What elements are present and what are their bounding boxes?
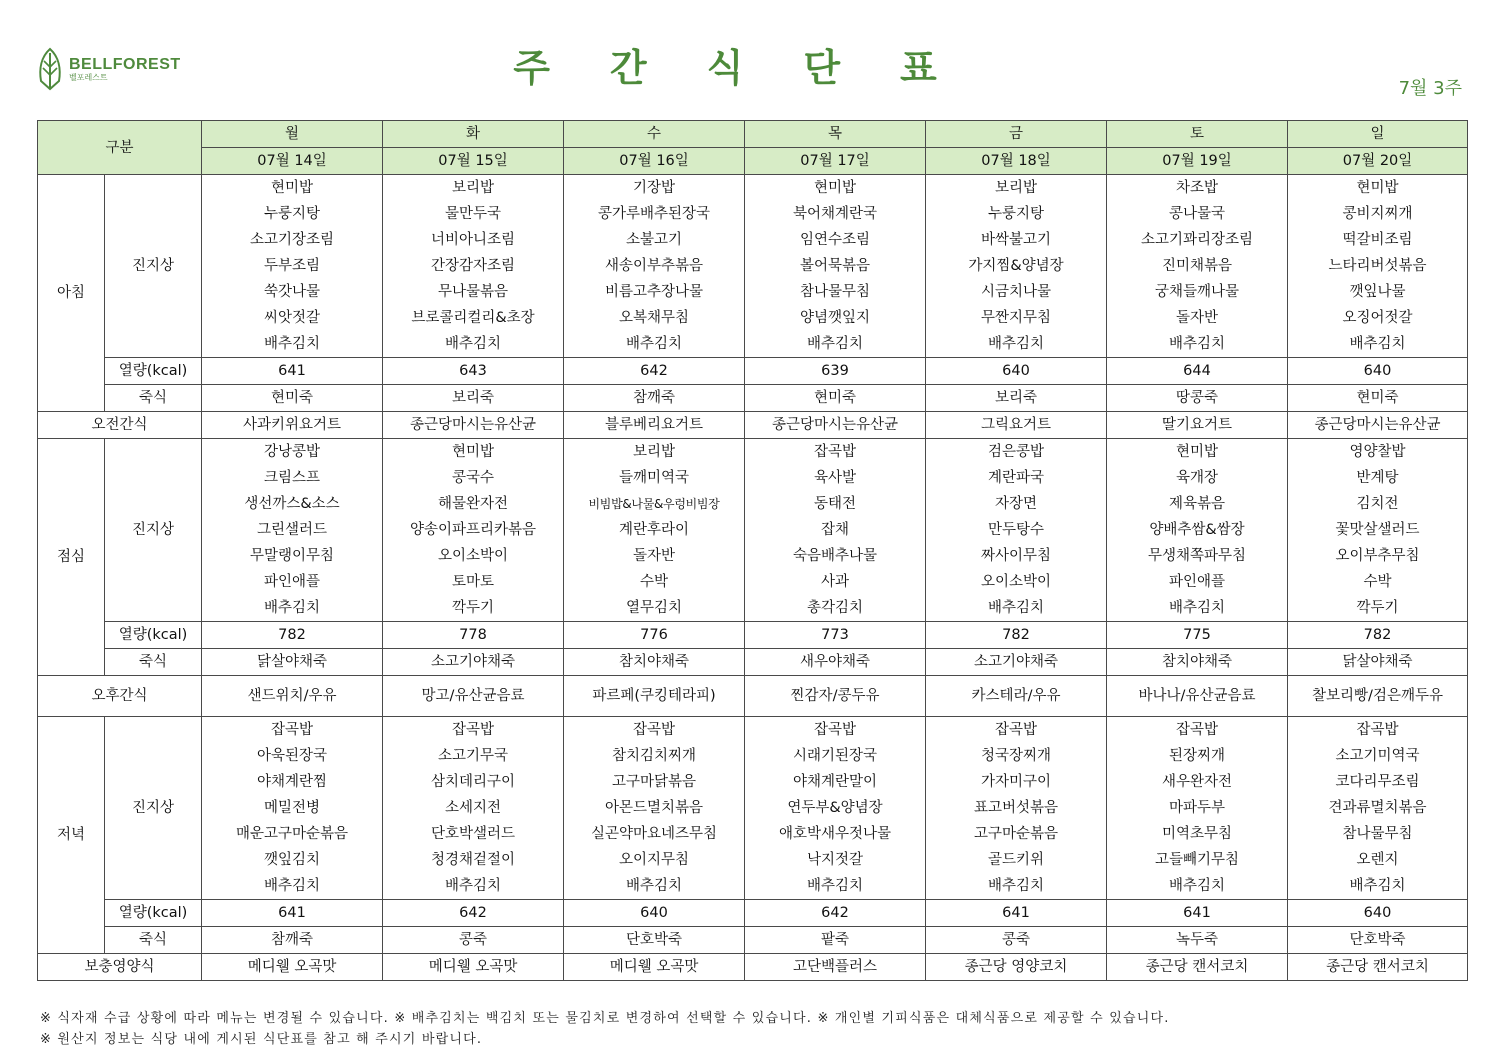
menu-item: 된장찌개	[1107, 743, 1288, 769]
supplement-label: 보충영양식	[38, 954, 202, 981]
porridge-item: 보리죽	[383, 385, 564, 412]
menu-item: 무나물볶음	[383, 279, 564, 305]
menu-item: 들깨미역국	[564, 465, 745, 491]
table-row	[38, 439, 1468, 466]
menu-item: 소고기꽈리장조림	[1107, 227, 1288, 253]
snack-item: 종근당 영양코치	[926, 954, 1107, 981]
menu-item: 소고기미역국	[1288, 743, 1468, 769]
porridge-item: 땅콩죽	[1107, 385, 1288, 412]
table-row	[38, 465, 1468, 491]
menu-item: 배추김치	[564, 873, 745, 900]
category-header: 구분	[38, 121, 202, 175]
menu-item: 깻잎김치	[202, 847, 383, 873]
date-header: 07월 14일	[202, 148, 383, 175]
menu-item: 숙음배추나물	[745, 543, 926, 569]
kcal-value: 640	[926, 358, 1107, 385]
menu-item: 배추김치	[1107, 873, 1288, 900]
porridge-item: 새우야채죽	[745, 649, 926, 676]
snack-item: 찐감자/콩두유	[745, 676, 926, 717]
table-row	[38, 743, 1468, 769]
date-header: 07월 19일	[1107, 148, 1288, 175]
menu-item: 현미밥	[1107, 439, 1288, 466]
menu-item: 수박	[1288, 569, 1468, 595]
menu-item: 육개장	[1107, 465, 1288, 491]
menu-item: 참나물무침	[745, 279, 926, 305]
snack-item: 딸기요거트	[1107, 412, 1288, 439]
menu-item: 참치김치찌개	[564, 743, 745, 769]
menu-item: 콩국수	[383, 465, 564, 491]
porridge-item: 단호박죽	[1288, 927, 1468, 954]
menu-item: 볼어묵볶음	[745, 253, 926, 279]
afternoon_snack-label: 오후간식	[38, 676, 202, 717]
menu-item: 양념깻잎지	[745, 305, 926, 331]
menu-item: 무말랭이무침	[202, 543, 383, 569]
menu-item: 가자미구이	[926, 769, 1107, 795]
menu-item: 소세지전	[383, 795, 564, 821]
menu-item: 생선까스&소스	[202, 491, 383, 517]
snack-item: 고단백플러스	[745, 954, 926, 981]
notes	[40, 1008, 1170, 1050]
menu-item: 잡곡밥	[926, 717, 1107, 744]
kcal-value: 641	[1107, 900, 1288, 927]
menu-item: 오징어젓갈	[1288, 305, 1468, 331]
table-row	[38, 847, 1468, 873]
kcal-label: 열량(kcal)	[105, 358, 202, 385]
menu-item: 제육볶음	[1107, 491, 1288, 517]
menu-item: 양배추쌈&쌈장	[1107, 517, 1288, 543]
snack-item: 찰보리빵/검은깨두유	[1288, 676, 1468, 717]
menu-item: 영양찰밥	[1288, 439, 1468, 466]
menu-item: 보리밥	[383, 175, 564, 202]
menu-item: 무짠지무침	[926, 305, 1107, 331]
kcal-value: 640	[1288, 358, 1468, 385]
menu-item: 삼치데리구이	[383, 769, 564, 795]
menu-item: 보리밥	[564, 439, 745, 466]
menu-item: 견과류멸치볶음	[1288, 795, 1468, 821]
day-header: 토	[1107, 121, 1288, 148]
table-row	[38, 927, 1468, 954]
date-header: 07월 20일	[1288, 148, 1468, 175]
menu-item: 두부조림	[202, 253, 383, 279]
snack-item: 종근당 캔서코치	[1288, 954, 1468, 981]
snack-item: 파르페(쿠킹테라피)	[564, 676, 745, 717]
menu-item: 애호박새우젓나물	[745, 821, 926, 847]
table-row	[38, 622, 1468, 649]
breakfast-label: 아침	[38, 175, 105, 412]
menu-item: 배추김치	[202, 595, 383, 622]
kcal-value: 776	[564, 622, 745, 649]
menu-item: 새우완자전	[1107, 769, 1288, 795]
bellforest-logo	[37, 40, 197, 98]
porridge-item: 참깨죽	[564, 385, 745, 412]
table-row	[38, 595, 1468, 622]
menu-item: 시래기된장국	[745, 743, 926, 769]
table-row	[38, 821, 1468, 847]
table-row	[38, 148, 1468, 175]
day-header: 목	[745, 121, 926, 148]
menu-item: 새송이부추볶음	[564, 253, 745, 279]
menu-item: 단호박샐러드	[383, 821, 564, 847]
menu-item: 배추김치	[926, 595, 1107, 622]
menu-item: 돌자반	[564, 543, 745, 569]
snack-item: 종근당마시는유산균	[1288, 412, 1468, 439]
menu-item: 잡곡밥	[1288, 717, 1468, 744]
kcal-value: 643	[383, 358, 564, 385]
kcal-value: 639	[745, 358, 926, 385]
menu-item: 무생채쪽파무침	[1107, 543, 1288, 569]
menu-item: 계란후라이	[564, 517, 745, 543]
kcal-value: 778	[383, 622, 564, 649]
menu-item: 깍두기	[1288, 595, 1468, 622]
menu-item: 잡곡밥	[745, 717, 926, 744]
table-row	[38, 517, 1468, 543]
menu-item: 소고기장조림	[202, 227, 383, 253]
table-row	[38, 412, 1468, 439]
table-row	[38, 954, 1468, 981]
weekly-menu-table	[37, 120, 1468, 981]
date-header: 07월 17일	[745, 148, 926, 175]
snack-item: 망고/유산균음료	[383, 676, 564, 717]
day-header: 일	[1288, 121, 1468, 148]
menu-item: 표고버섯볶음	[926, 795, 1107, 821]
menu-item: 육사발	[745, 465, 926, 491]
porridge-item: 참깨죽	[202, 927, 383, 954]
menu-item: 배추김치	[1288, 873, 1468, 900]
table-row	[38, 385, 1468, 412]
day-header: 금	[926, 121, 1107, 148]
menu-item: 현미밥	[202, 175, 383, 202]
menu-item: 토마토	[383, 569, 564, 595]
menu-item: 진미채볶음	[1107, 253, 1288, 279]
menu-item: 마파두부	[1107, 795, 1288, 821]
kcal-value: 642	[745, 900, 926, 927]
table-row	[38, 279, 1468, 305]
menu-item: 반계탕	[1288, 465, 1468, 491]
menu-item: 계란파국	[926, 465, 1107, 491]
table-row	[38, 795, 1468, 821]
day-header: 월	[202, 121, 383, 148]
table-row	[38, 676, 1468, 717]
menu-item: 브로콜리컬리&초장	[383, 305, 564, 331]
menu-item: 너비아니조림	[383, 227, 564, 253]
breakfast-sub-label: 진지상	[105, 175, 202, 358]
menu-item: 배추김치	[202, 873, 383, 900]
menu-item: 동태전	[745, 491, 926, 517]
brand-text	[69, 56, 181, 83]
dinner-sub-label: 진지상	[105, 717, 202, 900]
snack-item: 종근당마시는유산균	[383, 412, 564, 439]
menu-item: 코다리무조림	[1288, 769, 1468, 795]
menu-item: 배추김치	[745, 331, 926, 358]
menu-item: 양송이파프리카볶음	[383, 517, 564, 543]
kcal-value: 773	[745, 622, 926, 649]
snack-item: 샌드위치/우유	[202, 676, 383, 717]
menu-item: 청국장찌개	[926, 743, 1107, 769]
menu-item: 골드키위	[926, 847, 1107, 873]
leaf-logo-icon	[37, 47, 63, 91]
menu-item: 만두탕수	[926, 517, 1107, 543]
menu-item: 누룽지탕	[202, 201, 383, 227]
menu-item: 궁채들깨나물	[1107, 279, 1288, 305]
menu-item: 오이소박이	[383, 543, 564, 569]
table-row	[38, 201, 1468, 227]
porridge-item: 닭살야채죽	[202, 649, 383, 676]
dinner-label: 저녁	[38, 717, 105, 954]
menu-item: 소고기무국	[383, 743, 564, 769]
menu-item: 시금치나물	[926, 279, 1107, 305]
snack-item: 바나나/유산균음료	[1107, 676, 1288, 717]
menu-item: 실곤약마요네즈무침	[564, 821, 745, 847]
menu-item: 소불고기	[564, 227, 745, 253]
menu-item: 배추김치	[1107, 331, 1288, 358]
menu-item: 씨앗젓갈	[202, 305, 383, 331]
kcal-value: 782	[202, 622, 383, 649]
menu-item: 오렌지	[1288, 847, 1468, 873]
week-label: 7월 3주	[1398, 78, 1462, 99]
page-title: 주간식단표	[513, 46, 997, 90]
table-row	[38, 121, 1468, 148]
kcal-value: 782	[1288, 622, 1468, 649]
brand-name-korean: 벨포레스트	[69, 72, 108, 82]
table-row	[38, 873, 1468, 900]
menu-item: 배추김치	[564, 331, 745, 358]
table-row	[38, 543, 1468, 569]
menu-item: 기장밥	[564, 175, 745, 202]
menu-item: 야채계란말이	[745, 769, 926, 795]
menu-item: 깻잎나물	[1288, 279, 1468, 305]
lunch-sub-label: 진지상	[105, 439, 202, 622]
porridge-item: 소고기야채죽	[383, 649, 564, 676]
menu-item: 강낭콩밥	[202, 439, 383, 466]
menu-item: 잡곡밥	[745, 439, 926, 466]
menu-item: 오이지무침	[564, 847, 745, 873]
menu-item: 떡갈비조림	[1288, 227, 1468, 253]
kcal-value: 782	[926, 622, 1107, 649]
menu-item: 김치전	[1288, 491, 1468, 517]
porridge-item: 녹두죽	[1107, 927, 1288, 954]
porridge-item: 소고기야채죽	[926, 649, 1107, 676]
kcal-label: 열량(kcal)	[105, 900, 202, 927]
snack-item: 종근당 캔서코치	[1107, 954, 1288, 981]
menu-item: 잡곡밥	[202, 717, 383, 744]
menu-item: 오복채무침	[564, 305, 745, 331]
menu-item: 돌자반	[1107, 305, 1288, 331]
menu-item: 배추김치	[1288, 331, 1468, 358]
porridge-item: 팥죽	[745, 927, 926, 954]
table-row	[38, 305, 1468, 331]
snack-item: 카스테라/우유	[926, 676, 1107, 717]
snack-item: 그릭요거트	[926, 412, 1107, 439]
menu-item: 크림스프	[202, 465, 383, 491]
menu-item: 고들빼기무침	[1107, 847, 1288, 873]
porridge-item: 콩죽	[383, 927, 564, 954]
kcal-label: 열량(kcal)	[105, 622, 202, 649]
porridge-label: 죽식	[105, 649, 202, 676]
menu-item: 임연수조림	[745, 227, 926, 253]
menu-item: 연두부&양념장	[745, 795, 926, 821]
menu-item: 짜사이무침	[926, 543, 1107, 569]
table-row	[38, 331, 1468, 358]
menu-item: 배추김치	[926, 873, 1107, 900]
menu-item: 콩가루배추된장국	[564, 201, 745, 227]
menu-item: 낙지젓갈	[745, 847, 926, 873]
table-row	[38, 569, 1468, 595]
menu-item: 아욱된장국	[202, 743, 383, 769]
menu-item: 고구마순볶음	[926, 821, 1107, 847]
porridge-item: 현미죽	[202, 385, 383, 412]
kcal-value: 775	[1107, 622, 1288, 649]
snack-item: 종근당마시는유산균	[745, 412, 926, 439]
date-header: 07월 18일	[926, 148, 1107, 175]
snack-item: 메디웰 오곡맛	[564, 954, 745, 981]
menu-item: 콩나물국	[1107, 201, 1288, 227]
menu-item: 사과	[745, 569, 926, 595]
menu-item: 잡곡밥	[1107, 717, 1288, 744]
menu-item: 잡곡밥	[564, 717, 745, 744]
date-header: 07월 15일	[383, 148, 564, 175]
menu-item: 오이소박이	[926, 569, 1107, 595]
menu-item: 매운고구마순볶음	[202, 821, 383, 847]
date-header: 07월 16일	[564, 148, 745, 175]
lunch-label: 점심	[38, 439, 105, 676]
porridge-item: 닭살야채죽	[1288, 649, 1468, 676]
kcal-value: 640	[1288, 900, 1468, 927]
menu-item: 참나물무침	[1288, 821, 1468, 847]
kcal-value: 642	[383, 900, 564, 927]
menu-item: 고구마닭볶음	[564, 769, 745, 795]
menu-item: 야채계란찜	[202, 769, 383, 795]
menu-item: 물만두국	[383, 201, 564, 227]
porridge-item: 보리죽	[926, 385, 1107, 412]
snack-item: 메디웰 오곡맛	[202, 954, 383, 981]
menu-item: 파인애플	[1107, 569, 1288, 595]
table-row	[38, 649, 1468, 676]
menu-item: 오이부추무침	[1288, 543, 1468, 569]
menu-item: 현미밥	[1288, 175, 1468, 202]
menu-item: 검은콩밥	[926, 439, 1107, 466]
table-row	[38, 717, 1468, 744]
porridge-item: 현미죽	[1288, 385, 1468, 412]
menu-item: 느타리버섯볶음	[1288, 253, 1468, 279]
table-row	[38, 253, 1468, 279]
day-header: 화	[383, 121, 564, 148]
kcal-value: 640	[564, 900, 745, 927]
menu-item: 총각김치	[745, 595, 926, 622]
day-header: 수	[564, 121, 745, 148]
menu-item: 비름고추장나물	[564, 279, 745, 305]
menu-item: 수박	[564, 569, 745, 595]
menu-item: 깍두기	[383, 595, 564, 622]
table-row	[38, 175, 1468, 202]
morning_snack-label: 오전간식	[38, 412, 202, 439]
menu-item: 열무김치	[564, 595, 745, 622]
table-row	[38, 358, 1468, 385]
menu-item: 배추김치	[745, 873, 926, 900]
kcal-value: 641	[202, 900, 383, 927]
menu-item: 배추김치	[926, 331, 1107, 358]
menu-item: 누룽지탕	[926, 201, 1107, 227]
porridge-label: 죽식	[105, 385, 202, 412]
note-line: ※ 원산지 정보는 식당 내에 게시된 식단표를 참고 해 주시기 바랍니다.	[40, 1032, 483, 1047]
snack-item: 블루베리요거트	[564, 412, 745, 439]
table-row	[38, 900, 1468, 927]
menu-item: 비빔밥&나물&우렁비빔장	[564, 491, 745, 517]
menu-item: 현미밥	[745, 175, 926, 202]
porridge-item: 참치야채죽	[564, 649, 745, 676]
note-line: ※ 식자재 수급 상황에 따라 메뉴는 변경될 수 있습니다. ※ 배추김치는 백김치 또는 물김치로 변경하여 선택할 수 있습니다. ※ 개인별 기피식품은 대체식품으로 제공할 수 있습니다.	[40, 1011, 1170, 1026]
menu-item: 배추김치	[202, 331, 383, 358]
menu-item: 보리밥	[926, 175, 1107, 202]
table-row	[38, 491, 1468, 517]
menu-item: 해물완자전	[383, 491, 564, 517]
menu-item: 메밀전병	[202, 795, 383, 821]
menu-item: 차조밥	[1107, 175, 1288, 202]
menu-item: 잡곡밥	[383, 717, 564, 744]
menu-item: 아몬드멸치볶음	[564, 795, 745, 821]
brand-name: BELLFOREST	[69, 55, 181, 73]
kcal-value: 641	[202, 358, 383, 385]
menu-item: 북어채계란국	[745, 201, 926, 227]
menu-item: 청경채겉절이	[383, 847, 564, 873]
menu-item: 자장면	[926, 491, 1107, 517]
kcal-value: 644	[1107, 358, 1288, 385]
porridge-item: 참치야채죽	[1107, 649, 1288, 676]
menu-item: 바싹불고기	[926, 227, 1107, 253]
kcal-value: 641	[926, 900, 1107, 927]
menu-item: 잡채	[745, 517, 926, 543]
menu-item: 배추김치	[383, 331, 564, 358]
menu-item: 가지찜&양념장	[926, 253, 1107, 279]
porridge-item: 단호박죽	[564, 927, 745, 954]
table-row	[38, 769, 1468, 795]
menu-item: 현미밥	[383, 439, 564, 466]
menu-item: 그린샐러드	[202, 517, 383, 543]
kcal-value: 642	[564, 358, 745, 385]
table-row	[38, 227, 1468, 253]
menu-item: 꽃맛살샐러드	[1288, 517, 1468, 543]
snack-item: 사과키위요거트	[202, 412, 383, 439]
menu-item: 미역초무침	[1107, 821, 1288, 847]
menu-item: 파인애플	[202, 569, 383, 595]
menu-item: 쑥갓나물	[202, 279, 383, 305]
menu-item: 콩비지찌개	[1288, 201, 1468, 227]
menu-item: 배추김치	[1107, 595, 1288, 622]
menu-item: 배추김치	[383, 873, 564, 900]
porridge-item: 콩죽	[926, 927, 1107, 954]
menu-item: 간장감자조림	[383, 253, 564, 279]
porridge-label: 죽식	[105, 927, 202, 954]
snack-item: 메디웰 오곡맛	[383, 954, 564, 981]
porridge-item: 현미죽	[745, 385, 926, 412]
